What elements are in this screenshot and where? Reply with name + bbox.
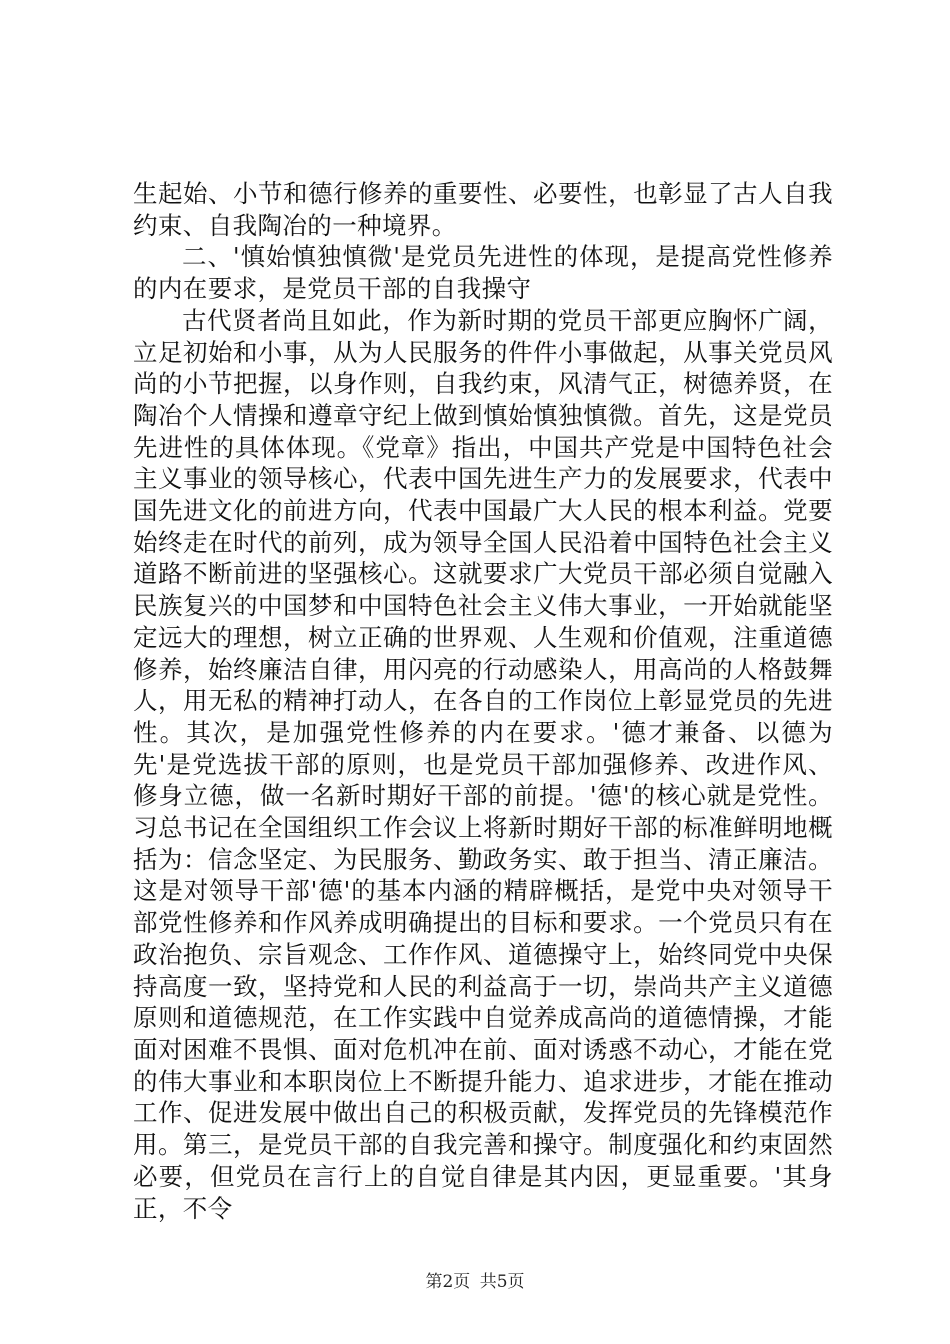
page-footer [0,1267,950,1292]
paragraph-main: 古代贤者尚且如此，作为新时期的党员干部更应胸怀广阔，立足初始和小事，从为人民服务的件件小事做起，从事关党员风尚的小节把握，以身作则，自我约束，风清气正，树德养贤，在陶冶个人情操和遵章守纪上做到慎始慎独慎微。首先，这是党员先进性的具体体现。《党章》指出，中国共产党是中国特色社会主义事业的领导核心，代表中国先进生产力的发展要求，代表中国先进文化的前进方向，代表中国最广大人民的根本利益。党要始终走在时代的前列，成为领导全国人民沿着中国特色社会主义道路不断前进的坚强核心。这就要求广大党员干部必须自觉融入民族复兴的中国梦和中国特色社会主义伟大事业，一开始就能坚定远大的理想，树立正确的世界观、人生观和价值观，注重道德修养，始终廉洁自律，用闪亮的行动感染人，用高尚的人格鼓舞人，用无私的精神打动人，在各自的工作岗位上彰显党员的先进性。其次，是加强党性修养的内在要求。'德才兼备、以德为先'是党选拔干部的原则，也是党员干部加强修养、改进作风、修身立德，做一名新时期好干部的前提。'德'的核心就是党性。习总书记在全国组织工作会议上将新时期好干部的标准鲜明地概括为：信念坚定、为民服务、勤政务实、敢于担当、清正廉洁。这是对领导干部'德'的基本内涵的精辟概括，是党中央对领导干部党性修养和作风养成明确提出的目标和要求。一个党员只有在政治抱负、宗旨观念、工作作风、道德操守上，始终同党中央保持高度一致，坚持党和人民的利益高于一切，崇尚共产主义道德原则和道德规范，在工作实践中自觉养成高尚的道德情操，才能面对困难不畏惧、面对危机冲在前、面对诱惑不动心，才能在党的伟大事业和本职岗位上不断提升能力、追求进步，才能在推动工作、促进发展中做出自己的积极贡献，发挥党员的先锋模范作用。第三，是党员干部的自我完善和操守。制度强化和约束固然必要，但党员在言行上的自觉自律是其内因，更显重要。'其身正，不令 [133,305,833,1223]
page-number: 第2页 [425,1272,471,1292]
paragraph-continuation: 生起始、小节和德行修养的重要性、必要性，也彰显了古人自我约束、自我陶冶的一种境界。 [133,179,833,240]
document-body [133,178,833,1224]
page-total: 共5页 [479,1272,525,1292]
section-heading: 二、'慎始慎独慎微'是党员先进性的体现，是提高党性修养的内在要求，是党员干部的自我操守 [133,242,833,304]
